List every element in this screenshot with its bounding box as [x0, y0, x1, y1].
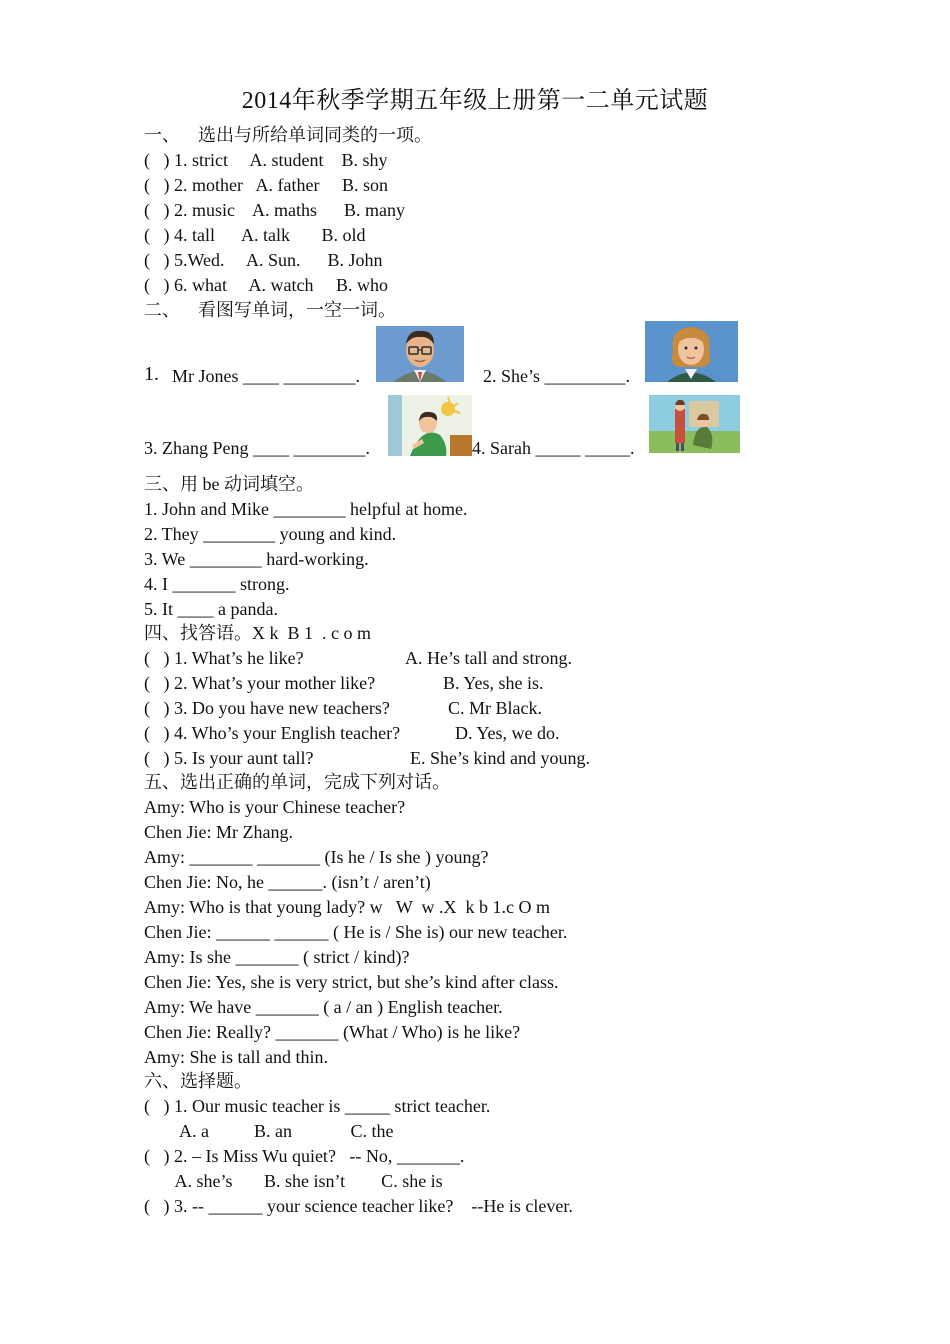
section3-item-1: 1. John and Mike ________ helpful at home. [144, 499, 468, 519]
section2-heading: 二、 看图写单词，一空一词。 [144, 300, 396, 320]
dialogue-line: Amy: She is tall and thin. [144, 1047, 328, 1067]
section1-item-1: ( ) 1. strict A. student B. shy [144, 150, 388, 170]
section4-answer-c: C. Mr Black. [448, 698, 542, 718]
section1-heading: 一、 选出与所给单词同类的一项。 [144, 125, 432, 145]
dialogue-line: Amy: We have _______ ( a / an ) English teacher. [144, 997, 503, 1017]
section3-item-2: 2. They ________ young and kind. [144, 524, 397, 544]
section2-q1-text: Mr Jones ____ ________. [172, 366, 360, 386]
section1-item-3: ( ) 2. music A. maths B. many [144, 200, 405, 220]
section6-heading: 六、选择题。 [144, 1071, 252, 1091]
section2-q3-text: 3. Zhang Peng ____ ________. [144, 438, 370, 458]
section4-question-3: ( ) 3. Do you have new teachers? [144, 698, 390, 718]
section1-item-4: ( ) 4. tall A. talk B. old [144, 225, 366, 245]
section4-answer-d: D. Yes, we do. [455, 723, 560, 743]
section4-heading: 四、找答语。X k B 1 . c o m [144, 623, 371, 643]
section4-answer-e: E. She’s kind and young. [410, 748, 590, 768]
section3-item-4: 4. I _______ strong. [144, 574, 290, 594]
section1-item-6: ( ) 6. what A. watch B. who [144, 275, 388, 295]
section6-line: ( ) 3. -- ______ your science teacher like? --He is clever. [144, 1196, 573, 1216]
dialogue-line: Chen Jie: Yes, she is very strict, but she’s kind after class. [144, 972, 559, 992]
girl-helping-person-picture [649, 395, 740, 453]
section2-q2-text: 2. She’s _________. [483, 366, 631, 386]
dialogue-line: Amy: Is she _______ ( strict / kind)? [144, 947, 410, 967]
section6-line: ( ) 1. Our music teacher is _____ strict teacher. [144, 1096, 491, 1116]
section4-question-2: ( ) 2. What’s your mother like? [144, 673, 376, 693]
section4-answer-b: B. Yes, she is. [443, 673, 544, 693]
dialogue-line: Amy: _______ _______ (Is he / Is she ) young? [144, 847, 489, 867]
section2-q4-text: 4. Sarah _____ _____. [472, 438, 635, 458]
section3-item-5: 5. It ____ a panda. [144, 599, 278, 619]
dialogue-line: Amy: Who is that young lady? w W w .X k b 1.c O m [144, 897, 550, 917]
young-woman-picture [645, 321, 738, 382]
boy-at-desk-picture [388, 395, 472, 456]
section6-line: A. she’s B. she isn’t C. she is [144, 1171, 443, 1191]
dialogue-line: Chen Jie: ______ ______ ( He is / She is) our new teacher. [144, 922, 568, 942]
section3-item-3: 3. We ________ hard-working. [144, 549, 369, 569]
section2-q1-number: 1. [144, 363, 159, 385]
man-with-glasses-picture [376, 326, 464, 382]
section4-question-4: ( ) 4. Who’s your English teacher? [144, 723, 401, 743]
dialogue-line: Chen Jie: Mr Zhang. [144, 822, 293, 842]
section1-item-2: ( ) 2. mother A. father B. son [144, 175, 388, 195]
section1-item-5: ( ) 5.Wed. A. Sun. B. John [144, 250, 383, 270]
section4-question-1: ( ) 1. What’s he like? [144, 648, 304, 668]
page-title: 2014年秋季学期五年级上册第一二单元试题 [241, 88, 709, 114]
section6-line: ( ) 2. – Is Miss Wu quiet? -- No, _______. [144, 1146, 465, 1166]
section4-answer-a: A. He’s tall and strong. [405, 648, 572, 668]
section6-line: A. a B. an C. the [144, 1121, 394, 1141]
section4-question-5: ( ) 5. Is your aunt tall? [144, 748, 314, 768]
section3-heading: 三、用 be 动词填空。 [144, 474, 314, 494]
dialogue-line: Chen Jie: Really? _______ (What / Who) is he like? [144, 1022, 521, 1042]
dialogue-line: Chen Jie: No, he ______. (isn’t / aren’t) [144, 872, 431, 892]
section5-heading: 五、选出正确的单词，完成下列对话。 [144, 772, 450, 792]
dialogue-line: Amy: Who is your Chinese teacher? [144, 797, 406, 817]
